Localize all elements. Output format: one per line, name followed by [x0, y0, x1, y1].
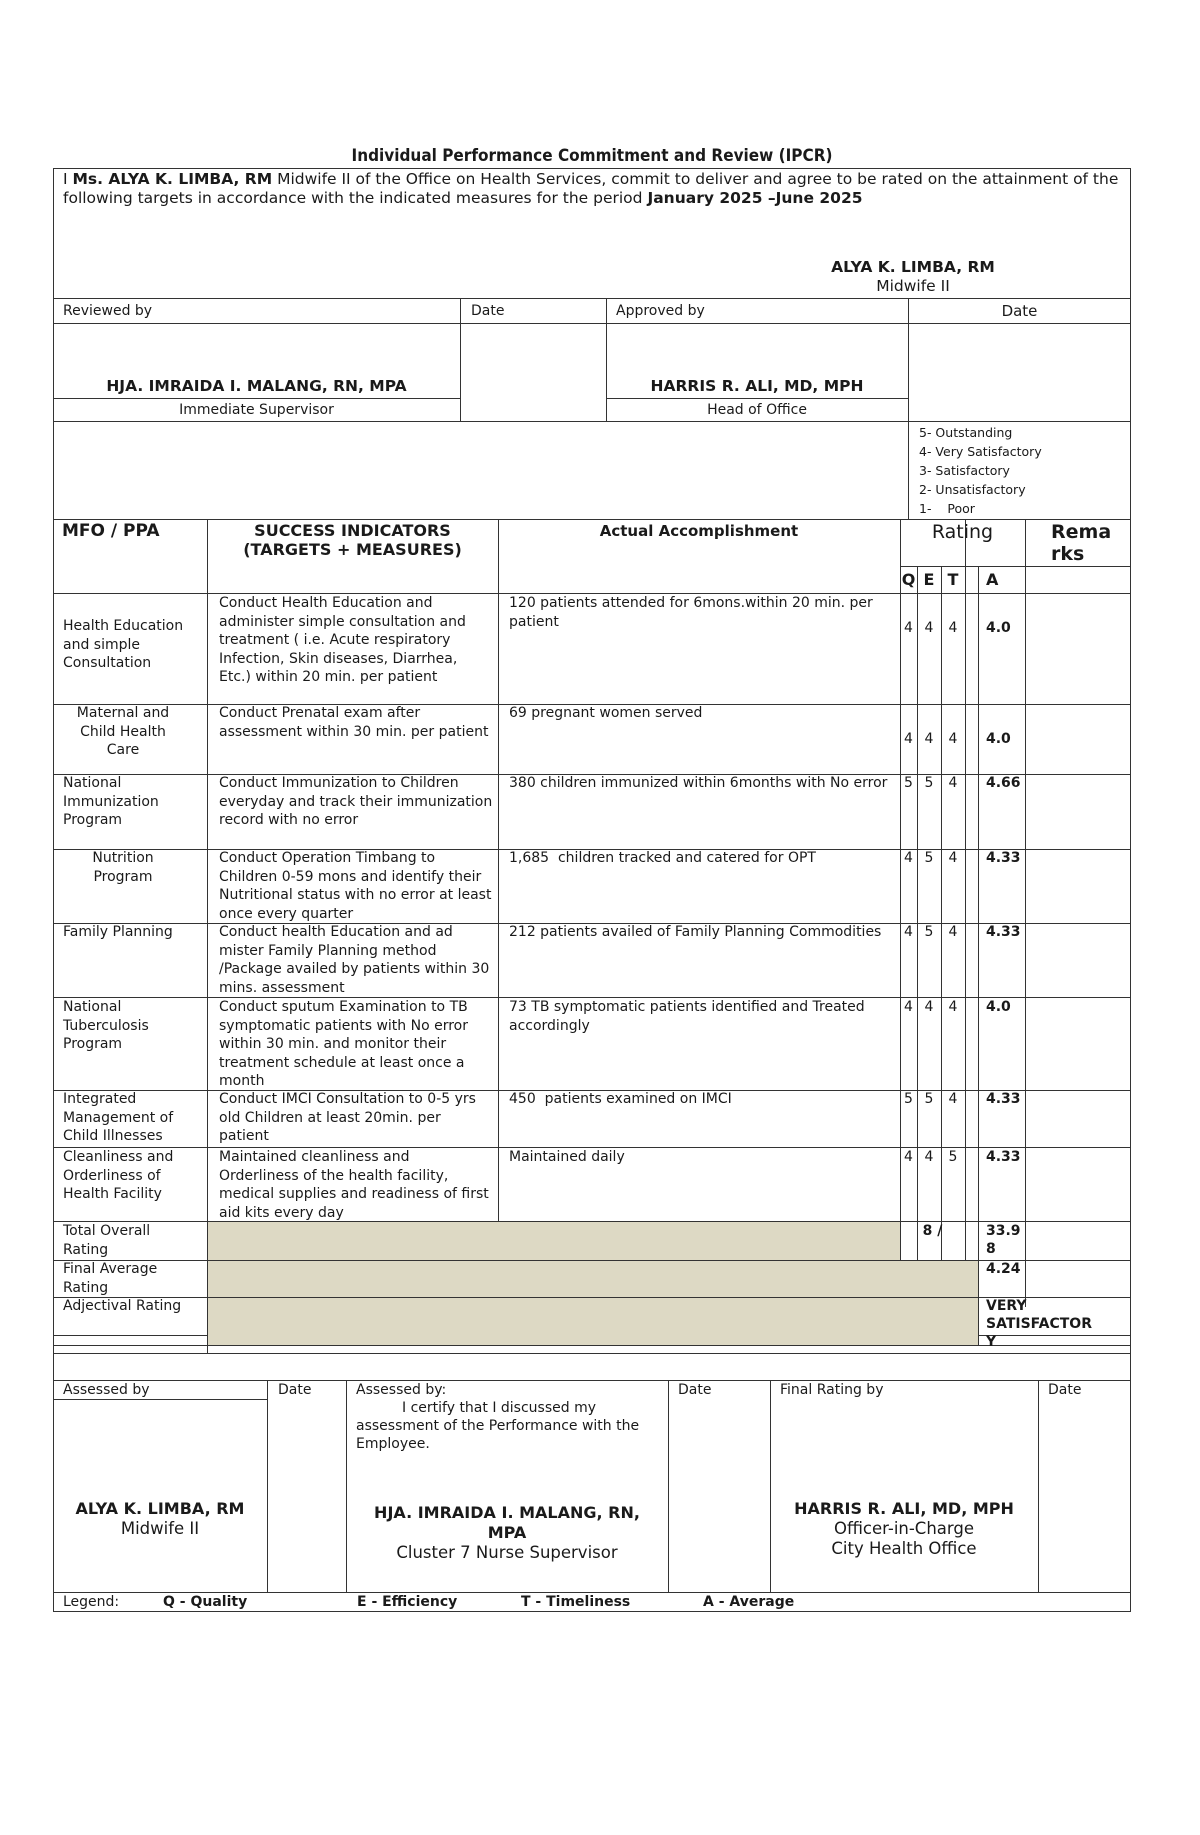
row-actual: 69 pregnant women served: [509, 705, 703, 721]
row-a: 4.33: [986, 1091, 1021, 1107]
row-actual: 73 TB symptomatic patients identified and Treated accordingly: [509, 999, 865, 1034]
row-a: 4.0: [986, 620, 1011, 636]
adjectival-shade: [208, 1298, 978, 1345]
total-shade: [208, 1222, 900, 1260]
scale-item: 2- Unsatisfactory: [919, 482, 1026, 497]
adjectival-3: Y: [986, 1334, 997, 1350]
row-a: 4.33: [986, 924, 1021, 940]
final-date-label: Date: [1048, 1382, 1082, 1398]
row-indicator: Conduct health Education and ad mister Family Planning method /Package availed by patients within 30 mins. assessment: [219, 924, 490, 996]
final-value: 4.24: [986, 1261, 1021, 1277]
header-actual: Actual Accomplishment: [599, 522, 799, 540]
form-title: Individual Performance Commitment and Review (IPCR): [351, 146, 833, 166]
commitment-signer-name: ALYA K. LIMBA, RM: [831, 258, 995, 276]
commitment-text: [63, 170, 1123, 208]
approver-name: HARRIS R. ALI, MD, MPH: [650, 377, 864, 395]
row-q: 4: [904, 924, 913, 940]
row-indicator: Conduct Health Education and administer simple consultation and treatment ( i.e. Acute respiratory Infection, Skin diseases, Diarrhea, Etc.) within 20 min. per patient: [219, 595, 466, 685]
row-t: 4: [948, 924, 958, 940]
row-e: 5: [924, 924, 934, 940]
supervisor-name-1: HJA. IMRAIDA I. MALANG, RN,: [374, 1503, 640, 1522]
adjectival-1: VERY: [986, 1298, 1027, 1314]
row-mfo: Nutrition Program: [92, 850, 154, 885]
row-e: 5: [924, 850, 934, 866]
header-rating: Rating: [931, 521, 994, 543]
commitment-signer-position: Midwife II: [876, 277, 950, 295]
assess-date2-label: Date: [678, 1382, 712, 1398]
row-indicator: Conduct sputum Examination to TB symptomatic patients with No error within 30 min. and monitor their treatment schedule at least once a month: [219, 999, 468, 1089]
row-q: 4: [904, 1149, 913, 1165]
legend-e: E - Efficiency: [357, 1594, 458, 1610]
row-actual: 212 patients availed of Family Planning Commodities: [509, 924, 882, 940]
row-e: 5: [924, 775, 934, 791]
row-indicator: Maintained cleanliness and Orderliness of the health facility, medical supplies and readiness of first aid kits every day: [219, 1149, 489, 1221]
row-actual: 1,685 children tracked and catered for OPT: [509, 850, 816, 866]
row-mfo: Family Planning: [63, 924, 173, 940]
row-actual: 380 children immunized within 6months with No error: [509, 775, 888, 791]
header-t: T: [947, 570, 959, 589]
final-rater-name: HARRIS R. ALI, MD, MPH: [794, 1499, 1014, 1518]
row-e: 4: [924, 1149, 934, 1165]
scale-item: 5- Outstanding: [919, 425, 1013, 440]
total-value-1: 33.9: [986, 1223, 1021, 1239]
row-a: 4.0: [986, 731, 1011, 747]
row-t: 4: [948, 620, 958, 636]
row-e: 4: [924, 999, 934, 1015]
final-label: Final Average Rating: [63, 1261, 158, 1296]
adjectival-label: Adjectival Rating: [63, 1298, 182, 1314]
row-t: 4: [948, 999, 958, 1015]
adjectival-2: SATISFACTOR: [986, 1316, 1092, 1332]
row-actual: 450 patients examined on IMCI: [509, 1091, 732, 1107]
row-a: 4.0: [986, 999, 1011, 1015]
row-q: 4: [904, 999, 913, 1015]
row-e: 5: [924, 1091, 934, 1107]
scale-item: 4- Very Satisfactory: [919, 444, 1042, 459]
row-a: 4.33: [986, 850, 1021, 866]
row-indicator: Conduct IMCI Consultation to 0-5 yrs old Children at least 20min. per patient: [219, 1091, 476, 1144]
approver-title: Head of Office: [707, 402, 807, 418]
review-date-label: Date: [471, 303, 505, 319]
approve-date-label: Date: [1001, 302, 1038, 320]
row-indicator: Conduct Prenatal exam after assessment within 30 min. per patient: [219, 705, 489, 740]
legend-t: T - Timeliness: [521, 1594, 631, 1610]
row-a: 4.66: [986, 775, 1021, 791]
row-mfo: National Immunization Program: [63, 775, 159, 828]
reviewer-title: Immediate Supervisor: [179, 402, 334, 418]
row-indicator: Conduct Immunization to Children everyday and track their immunization record with no error: [219, 775, 493, 828]
row-mfo: Cleanliness and Orderliness of Health Facility: [63, 1149, 174, 1202]
row-q: 4: [904, 731, 913, 747]
row-mfo: Health Education and simple Consultation: [63, 618, 184, 671]
scale-item: 3- Satisfactory: [919, 463, 1010, 478]
final-rater-position-2: City Health Office: [831, 1539, 977, 1558]
header-success-1: SUCCESS INDICATORS: [254, 521, 451, 540]
row-t: 5: [948, 1149, 958, 1165]
row-t: 4: [948, 1091, 958, 1107]
row-e: 4: [924, 731, 934, 747]
header-remarks-1: Rema: [1051, 521, 1112, 543]
row-t: 4: [948, 850, 958, 866]
row-t: 4: [948, 731, 958, 747]
commitment-prefix: I: [63, 170, 73, 188]
header-remarks-2: rks: [1051, 543, 1085, 565]
scale-item: 1- Poor: [919, 501, 975, 516]
reviewed-by-label: Reviewed by: [63, 303, 153, 319]
final-rater-position-1: Officer-in-Charge: [833, 1519, 975, 1538]
header-q: Q: [901, 570, 916, 589]
supervisor-name-2: MPA: [487, 1523, 527, 1542]
certify-text: I certify that I discussed my assessment of the Performance with the Employee.: [356, 1400, 640, 1452]
spacer-row: [53, 1353, 1131, 1381]
header-e: E: [923, 570, 935, 589]
row-q: 5: [904, 1091, 913, 1107]
assessor-position: Midwife II: [120, 1519, 200, 1538]
header-success-2: (TARGETS + MEASURES): [243, 540, 462, 559]
commitment-period: January 2025 –June 2025: [647, 189, 863, 207]
row-mfo: National Tuberculosis Program: [63, 999, 149, 1052]
supervisor-position: Cluster 7 Nurse Supervisor: [396, 1543, 618, 1562]
legend-q: Q - Quality: [163, 1594, 248, 1610]
total-label: Total Overall Rating: [63, 1223, 151, 1258]
legend-label: Legend:: [63, 1594, 120, 1610]
header-mfo: MFO / PPA: [62, 521, 160, 541]
approved-by-label: Approved by: [616, 303, 705, 319]
row-q: 4: [904, 850, 913, 866]
legend-a: A - Average: [703, 1594, 795, 1610]
header-a: A: [986, 570, 999, 589]
row-e: 4: [924, 620, 934, 636]
rating-scale: [919, 423, 1129, 518]
total-count: 8 /: [922, 1223, 943, 1239]
row-mfo: Integrated Management of Child Illnesses: [63, 1091, 174, 1144]
row-mfo: Maternal and Child Health Care: [76, 705, 170, 758]
row-actual: Maintained daily: [509, 1149, 625, 1165]
assessed-by2-label: Assessed by:: [356, 1382, 447, 1398]
reviewer-name: HJA. IMRAIDA I. MALANG, RN, MPA: [106, 377, 407, 395]
row-q: 5: [904, 775, 913, 791]
final-rating-label: Final Rating by: [780, 1382, 884, 1398]
row-a: 4.33: [986, 1149, 1021, 1165]
assess-date-label: Date: [278, 1382, 312, 1398]
row-indicator: Conduct Operation Timbang to Children 0-59 mons and identify their Nutritional status with no error at least once every quarter: [219, 850, 492, 922]
assessor-name: ALYA K. LIMBA, RM: [75, 1499, 245, 1518]
total-value-2: 8: [986, 1241, 996, 1257]
commitment-name: Ms. ALYA K. LIMBA, RM: [72, 170, 273, 188]
final-shade: [208, 1261, 978, 1297]
commitment-body: Midwife II of the Office on Health Services, commit to deliver and agree to be rated on the attainment of the following targets in accordance with the indicated measures for the period: [63, 170, 1119, 207]
row-q: 4: [904, 620, 913, 636]
assessed-by-label: Assessed by: [63, 1382, 150, 1398]
row-t: 4: [948, 775, 958, 791]
row-actual: 120 patients attended for 6mons.within 20 min. per patient: [509, 595, 873, 630]
